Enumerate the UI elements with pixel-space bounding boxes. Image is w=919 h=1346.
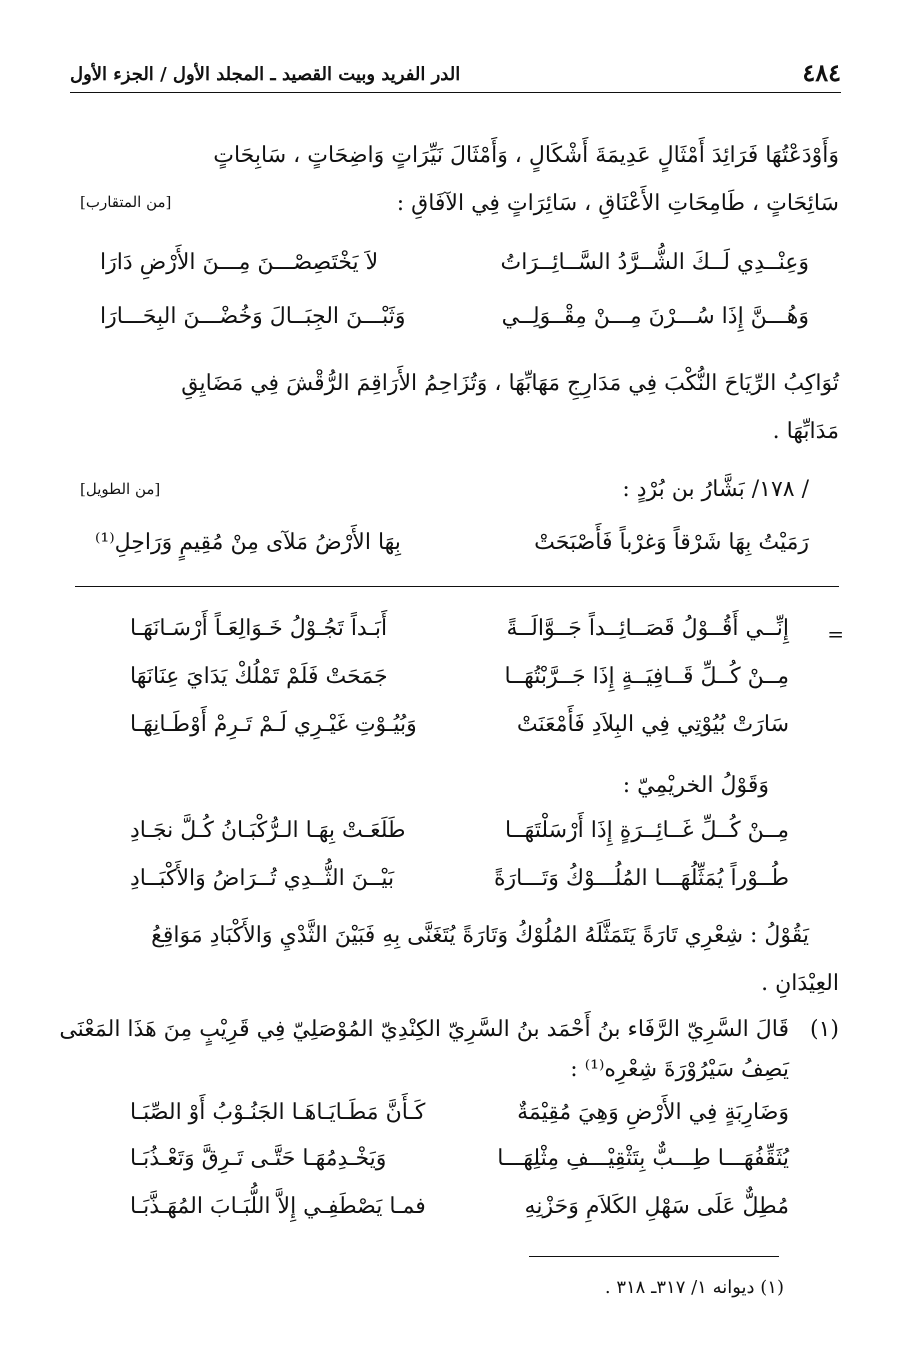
continuation-mark: =: [827, 622, 844, 646]
second-hemistich: لاَ يَخْتَصِصْـــنَ مِـــنَ الأَرْضِ دَارَا: [100, 250, 379, 275]
verse-line: [130, 866, 789, 906]
first-hemistich: وَعِنْــدِي لَــكَ الشُّــرَّدُ السَّــائِــرَاتُ: [500, 250, 809, 275]
note-line-2: يَصِفُ سَيْرُوْرَةَ شِعْرِه⁽¹⁾ :: [570, 1057, 789, 1082]
second-hemistich: بَيْــنَ الثُّــدِي تُــرَاضُ وَالأَكْبَــادِ: [130, 866, 395, 891]
second-hemistich: فمـا يَصْطَفِـي إِلاَّ اللُّبَـابَ المُهَـذَّبَـا: [130, 1194, 426, 1219]
running-title: الدر الفريد وبيت القصيد ـ المجلد الأول / الجزء الأول: [70, 64, 461, 85]
verse-line: [100, 304, 809, 344]
second-hemistich: كَـأَنَّ مَطَـايَـاهَـا الجَنُـوْبُ أَوْ الصِّبَـا: [130, 1100, 426, 1125]
page-number: ٤٨٤: [802, 58, 841, 87]
verse-line: [130, 1194, 789, 1234]
note-line-1: قَالَ السَّرِيّ الرَّفَاء بنُ أَحْمَد بنُ السَّرِيّ الكِنْدِيّ المُوْصَلِيّ فِي قَرِيْبٍ مِنَ هَذَا المَعْنَى: [59, 1017, 789, 1042]
first-hemistich: إِنِّــي أَقُــوْلُ قَصَــائِــداً جَــوَّالَــةً: [506, 616, 789, 641]
verse-line: [130, 712, 789, 752]
verse-line: [130, 1146, 789, 1186]
first-hemistich: وَضَارِبَةٍ فِي الأَرْضِ وَهِيَ مُقِيْمَةٌ: [517, 1100, 789, 1125]
second-hemistich: جَمَحَتْ فَلَمْ تَمْلُكْ يَدَايَ عِنَانَهَا: [130, 664, 388, 689]
intro-line-1: وَأَوْدَعْتُهَا فَرَائِدَ أَمْثَالٍ عَدِيمَةَ أَشْكَالٍ ، وَأَمْثَالَ نَيِّرَاتٍ وَاضِحَاتٍ ، سَابِحَاتٍ: [213, 143, 839, 168]
note-marker: (١): [809, 1017, 839, 1042]
comment-line-1: يَقُوْلُ : شِعْرِي تَارَةً يَتَمَثَّلَهُ المُلُوْكُ وَتَارَةً يُتَغَنَّى بِهِ فَبَيْنَ الثَّدْيِ وَالأَكْبَادِ مَوَاقِعُ: [151, 923, 809, 948]
second-hemistich: وَبُيُـوْتِ غَيْـرِي لَـمْ تَـرِمْ أَوْطَـانِهَـا: [130, 712, 417, 737]
second-hemistich: طَلَعَـتْ بِهَـا الـرُّكْبَـانُ كُـلَّ نجَـادِ: [130, 818, 406, 843]
intro-line-2: سَائِحَاتٍ ، طَامِحَاتِ الأَعْنَاقِ ، سَائِرَاتٍ فِي الآفَاقِ :: [396, 191, 839, 216]
first-hemistich: يُثَقِّفُهَـــا طِـــبٌّ بِتَثْقِيْـــفِ مِثْلِهَـــا: [497, 1146, 789, 1171]
first-hemistich: مِــنْ كُــلِّ قَــافِيَــةٍ إِذَا جَــرَّبْتُهَــا: [504, 664, 789, 689]
meter-label: [من المتقارب]: [80, 193, 172, 211]
prose-line-1: تُوَاكِبُ الرِّيَاحَ النُّكْبَ فِي مَدَارِجِ مَهَابِّهَا ، وَتُزَاحِمُ الأَرَاقِمَ الرُّقْشَ فِي مَضَايِقِ: [181, 371, 839, 396]
verse-line: [130, 616, 789, 656]
verse-line: [130, 1100, 789, 1140]
second-hemistich: وَثَبْـــنَ الجِبَــالَ وَخُضْـــنَ البِحَـــارَا: [100, 304, 406, 329]
prose-line-2: مَدَابِّهَا .: [772, 419, 839, 444]
first-hemistich: طُــوْراً يُمَثِّلُهَـــا المُلُـــوْكُ وَتَـــارَةً: [493, 866, 789, 891]
meter-label: [من الطويل]: [80, 480, 161, 498]
first-hemistich: مِــنْ كُــلِّ غَــائِــرَةٍ إِذَا أَرْسَلْتَهَــا: [504, 818, 789, 843]
second-hemistich: بِهَا الأَرْضُ مَلآى مِنْ مُقِيمٍ وَرَاحِلِ⁽¹⁾: [95, 530, 401, 555]
second-hemistich: وَيَخْـدِمُهَـا حَتَّـى تَـرِقَّ وَتَعْـذُبَـا: [130, 1146, 387, 1171]
first-hemistich: رَمَيْتُ بِهَا شَرْقاً وَغرْباً فَأَصْبَحَتْ: [534, 530, 809, 555]
verse-line: [130, 664, 789, 704]
entry-heading: / ١٧٨/ بَشَّارُ بن بُرْدٍ :: [622, 477, 809, 502]
first-hemistich: سَارَتْ بُيُوْتِي فِي البِلاَدِ فَأَمْعَنَتْ: [516, 712, 789, 737]
footnote-separator: [75, 586, 839, 587]
comment-line-2: العِيْدَانِ .: [761, 971, 839, 996]
second-hemistich: أَبَـداً تَجُـوْلُ خَـوَالِعَـاً أَرْسَـانَهَـا: [130, 616, 388, 641]
quote-intro: وَقَوْلُ الخريْمِيّ :: [622, 773, 769, 798]
footnote-separator: [529, 1256, 779, 1257]
first-hemistich: مُطِلٌّ عَلَى سَهْلِ الكَلاَمِ وَحَزْنِهِ: [524, 1194, 789, 1219]
footnote: (١) ديوانه ١/ ٣١٧ـ ٣١٨ .: [604, 1277, 784, 1298]
verse-line: [130, 818, 789, 858]
verse-line: [95, 530, 809, 570]
page-header: [70, 58, 841, 93]
first-hemistich: وَهُـــنَّ إِذَا سُـــرْنَ مِـــنْ مِقْــوَلِــي: [501, 304, 809, 329]
verse-line: [100, 250, 809, 290]
